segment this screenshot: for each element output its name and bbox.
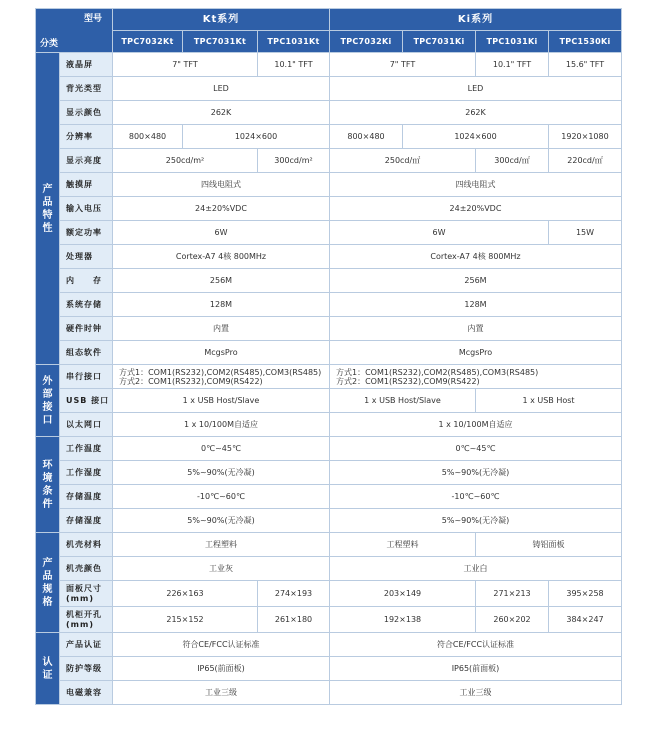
- cell: 250cd/m²: [113, 149, 258, 173]
- row-label: 机壳材料: [60, 533, 113, 557]
- cell: 203×149: [330, 581, 476, 607]
- table-row: [36, 533, 622, 557]
- row-label: 输入电压: [60, 197, 113, 221]
- row-label: [60, 581, 113, 607]
- table-row: [36, 149, 622, 173]
- cell: 300cd/m²: [258, 149, 330, 173]
- cell: McgsPro: [113, 341, 330, 365]
- cell: 10.1" TFT: [258, 53, 330, 77]
- table-row: [36, 269, 622, 293]
- cell: 0℃~45℃: [330, 437, 622, 461]
- cell: 15.6" TFT: [549, 53, 622, 77]
- table-row: [36, 557, 622, 581]
- model-header: TPC7032Ki: [330, 31, 403, 53]
- table-row: [36, 633, 622, 657]
- group-product: 产品特性: [36, 53, 60, 365]
- cell: 192×138: [330, 607, 476, 633]
- row-label-unit: (mm): [66, 593, 94, 603]
- cell: 6W: [113, 221, 330, 245]
- cell: [330, 365, 622, 389]
- row-label: 机壳颜色: [60, 557, 113, 581]
- cell: 250cd/㎡: [330, 149, 476, 173]
- group-cert: 认证: [36, 633, 60, 705]
- table-row: [36, 657, 622, 681]
- cell: 262K: [330, 101, 622, 125]
- row-label: 背光类型: [60, 77, 113, 101]
- row-label: 硬件时钟: [60, 317, 113, 341]
- row-label: 显示亮度: [60, 149, 113, 173]
- cell: 工程塑料: [113, 533, 330, 557]
- table-row: [36, 607, 622, 633]
- cell: 300cd/㎡: [476, 149, 549, 173]
- serial-mode-2: 方式2：COM1(RS232),COM9(RS422): [336, 376, 480, 386]
- cell: 10.1" TFT: [476, 53, 549, 77]
- cell: 内置: [113, 317, 330, 341]
- header-row-models: [36, 31, 622, 53]
- header-row-series: [36, 9, 622, 31]
- row-label: 存储湿度: [60, 509, 113, 533]
- serial-mode-1: 方式1：COM1(RS232),COM2(RS485),COM3(RS485): [336, 367, 539, 377]
- cell: 24±20%VDC: [330, 197, 622, 221]
- table-row: [36, 317, 622, 341]
- cell: 5%~90%(无冷凝): [330, 461, 622, 485]
- cell: 四线电阻式: [330, 173, 622, 197]
- row-label: 产品认证: [60, 633, 113, 657]
- cell: McgsPro: [330, 341, 622, 365]
- table-row: [36, 293, 622, 317]
- table-row: [36, 365, 622, 389]
- cell: -10℃~60℃: [113, 485, 330, 509]
- cell: 铸铝面板: [476, 533, 622, 557]
- row-label: 工作湿度: [60, 461, 113, 485]
- cell: 1 x USB Host/Slave: [330, 389, 476, 413]
- table-row: [36, 389, 622, 413]
- cell: 1920×1080: [549, 125, 622, 149]
- cell: 220cd/㎡: [549, 149, 622, 173]
- table-row: [36, 581, 622, 607]
- cell: 1 x USB Host: [476, 389, 622, 413]
- spec-table: [35, 8, 622, 705]
- row-label: 触摸屏: [60, 173, 113, 197]
- row-label-line: 机柜开孔: [66, 609, 102, 619]
- cell: -10℃~60℃: [330, 485, 622, 509]
- cell: 工业三级: [113, 681, 330, 705]
- cell: 1024×600: [183, 125, 330, 149]
- table-row: [36, 437, 622, 461]
- cell: 256M: [113, 269, 330, 293]
- cell: 260×202: [476, 607, 549, 633]
- table-row: [36, 53, 622, 77]
- table-row: [36, 509, 622, 533]
- cell: 128M: [113, 293, 330, 317]
- cell: [113, 365, 330, 389]
- row-label-unit: (mm): [66, 619, 94, 629]
- table-row: [36, 681, 622, 705]
- table-row: [36, 101, 622, 125]
- cell: 1 x 10/100M自适应: [113, 413, 330, 437]
- model-header: TPC1031Kt: [258, 31, 330, 53]
- row-label: 额定功率: [60, 221, 113, 245]
- cell: 271×213: [476, 581, 549, 607]
- cell: 800×480: [330, 125, 403, 149]
- table-row: [36, 485, 622, 509]
- model-header: TPC1530Ki: [549, 31, 622, 53]
- row-label: 工作温度: [60, 437, 113, 461]
- row-label: 组态软件: [60, 341, 113, 365]
- cell: 800×480: [113, 125, 183, 149]
- table-row: [36, 341, 622, 365]
- cell: Cortex-A7 4核 800MHz: [330, 245, 622, 269]
- cell: 5%~90%(无冷凝): [113, 509, 330, 533]
- cell: 符合CE/FCC认证标准: [330, 633, 622, 657]
- row-label: 电磁兼容: [60, 681, 113, 705]
- row-label: 内 存: [60, 269, 113, 293]
- ki-series-header: Ki系列: [330, 9, 622, 31]
- model-header: TPC1031Ki: [476, 31, 549, 53]
- serial-mode-1: 方式1：COM1(RS232),COM2(RS485),COM3(RS485): [119, 367, 322, 377]
- group-spec: 产品规格: [36, 533, 60, 633]
- header-corner: [36, 9, 113, 53]
- group-env: 环境条件: [36, 437, 60, 533]
- table-row: [36, 77, 622, 101]
- cell: 5%~90%(无冷凝): [330, 509, 622, 533]
- cell: IP65(前面板): [113, 657, 330, 681]
- model-label: 型号: [83, 14, 102, 24]
- row-label: 处理器: [60, 245, 113, 269]
- cell: 1 x 10/100M自适应: [330, 413, 622, 437]
- cell: 工程塑料: [330, 533, 476, 557]
- row-label: 存储温度: [60, 485, 113, 509]
- table-row: [36, 173, 622, 197]
- cell: 7" TFT: [330, 53, 476, 77]
- cell: 24±20%VDC: [113, 197, 330, 221]
- group-interface: 外部接口: [36, 365, 60, 437]
- row-label: [60, 607, 113, 633]
- row-label: 以太网口: [60, 413, 113, 437]
- cell: 384×247: [549, 607, 622, 633]
- cell: 6W: [330, 221, 549, 245]
- model-header: TPC7031Kt: [183, 31, 258, 53]
- serial-mode-2: 方式2：COM1(RS232),COM9(RS422): [119, 376, 263, 386]
- kt-series-header: Kt系列: [113, 9, 330, 31]
- cell: 261×180: [258, 607, 330, 633]
- cell: 工业三级: [330, 681, 622, 705]
- cell: 256M: [330, 269, 622, 293]
- row-label: 串行接口: [60, 365, 113, 389]
- cell: 7" TFT: [113, 53, 258, 77]
- cell: IP65(前面板): [330, 657, 622, 681]
- row-label: USB 接口: [60, 389, 113, 413]
- cell: 226×163: [113, 581, 258, 607]
- row-label: 显示颜色: [60, 101, 113, 125]
- cell: 128M: [330, 293, 622, 317]
- class-label: 分类: [40, 39, 59, 49]
- table-row: [36, 413, 622, 437]
- cell: 0℃~45℃: [113, 437, 330, 461]
- cell: 262K: [113, 101, 330, 125]
- cell: 1 x USB Host/Slave: [113, 389, 330, 413]
- model-header: TPC7031Ki: [403, 31, 476, 53]
- table-row: [36, 461, 622, 485]
- cell: 15W: [549, 221, 622, 245]
- cell: 5%~90%(无冷凝): [113, 461, 330, 485]
- row-label: 系统存储: [60, 293, 113, 317]
- cell: Cortex-A7 4核 800MHz: [113, 245, 330, 269]
- cell: 1024×600: [403, 125, 549, 149]
- cell: 工业白: [330, 557, 622, 581]
- cell: 274×193: [258, 581, 330, 607]
- row-label: 分辨率: [60, 125, 113, 149]
- row-label: 防护等级: [60, 657, 113, 681]
- cell: 内置: [330, 317, 622, 341]
- cell: 395×258: [549, 581, 622, 607]
- table-row: [36, 197, 622, 221]
- cell: 215×152: [113, 607, 258, 633]
- cell: 符合CE/FCC认证标准: [113, 633, 330, 657]
- table-row: [36, 221, 622, 245]
- row-label-line: 面板尺寸: [66, 583, 102, 593]
- model-header: TPC7032Kt: [113, 31, 183, 53]
- cell: 工业灰: [113, 557, 330, 581]
- cell: LED: [330, 77, 622, 101]
- table-row: [36, 245, 622, 269]
- table-row: [36, 125, 622, 149]
- cell: 四线电阻式: [113, 173, 330, 197]
- row-label: 液晶屏: [60, 53, 113, 77]
- cell: LED: [113, 77, 330, 101]
